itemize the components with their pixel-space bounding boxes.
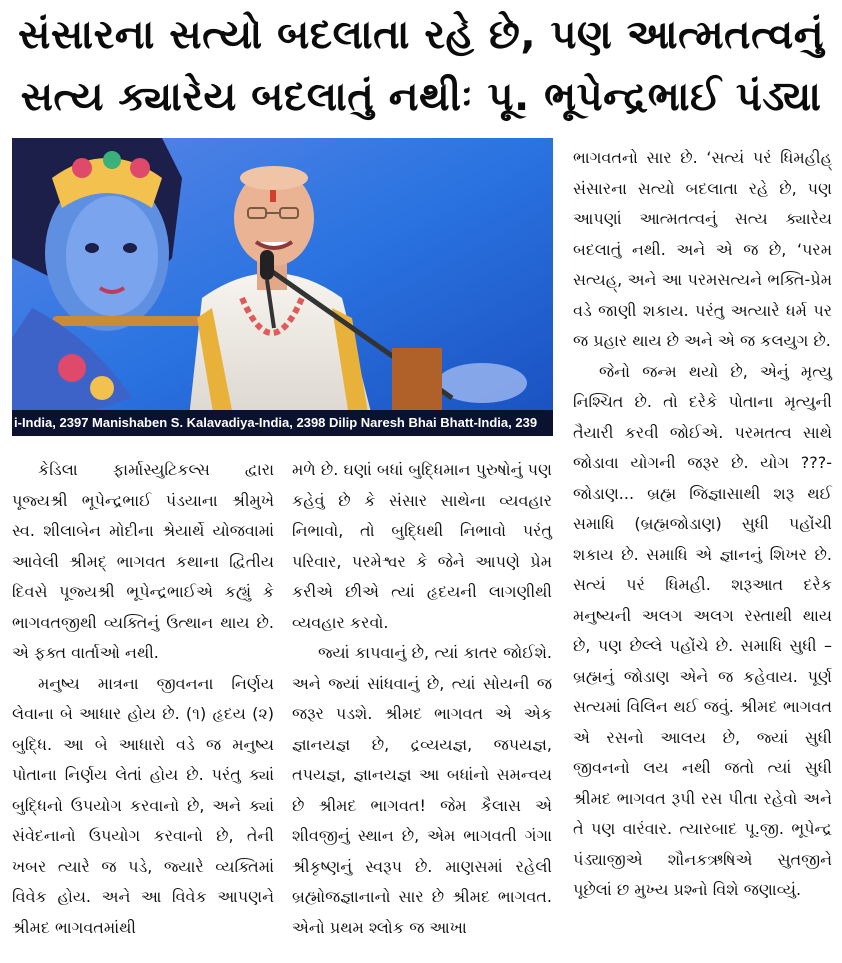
speaker-scene-illustration [12,138,553,436]
headline [0,4,842,128]
article-paragraph: મળે છે. ઘણાં બધાં બુદ્ધિમાન પુરુષોનું પણ કહેવું છે કે સંસાર સાથેના વ્યવહાર નિભાવો, તો બુદ્ધિથી નિભાવો પરંતુ પરિવાર, પરમેશ્વર કે જેને આપણે પ્રેમ કરીએ છીએ ત્યાં હૃદયની લાગણીથી વ્યવહાર કરવો. [292,460,552,632]
article-paragraph: ભાગવતનો સાર છે. ‘સત્યં પરં ધિમહીહ્ સંસારના સત્યો બદલાતા રહે છે, પણ આપણાં આત્મતત્વનું સત્ય ક્યારેય બદલાતું નથી. અને એ જ છે, ‘પરમ સત્યહ્, અને આ પરમસત્યને ભક્તિ-પ્રેમ વડે જાણી શકાય. પરંતુ અત્યારે ધર્મ પર જ પ્રહાર થાય છે અને એ જ કલયુગ છે. [573,148,832,350]
article-paragraph: મનુષ્ય માત્રના જીવનના નિર્ણય લેવાના બે આધાર હોય છે. (૧) હૃદય (૨) બુદ્ધિ. આ બે આધારો વડે જ મનુષ્ય પોતાના નિર્ણય લેતાં હોય છે. પરંતુ ક્યાં બુદ્ધિનો ઉપયોગ કરવાનો છે, અને ક્યાં સંવેદનાનો ઉપયોગ કરવાનો છે, તેની ખબર ત્યારે જ પડે, જ્યારે વ્યક્તિમાં વિવેક હોય. અને આ વિવેક આપણને શ્રીમદ ભાગવતમાંથી [12,673,274,937]
article-column-right [573,143,832,906]
news-ticker: i-India, 2397 Manishaben S. Kalavadiya-India, 2398 Dilip Naresh Bhai Bhatt-India, 239 [12,410,553,436]
headline-line-1: સંસારના સત્યો બદલાતા રહે છે, પણ આત્મતત્વનું [17,12,825,58]
lectern [392,348,442,418]
article-paragraph: કેડિલા ફાર્માસ્યુટિકલ્સ દ્વારા પૂજ્યશ્રી ભૂપેન્દ્રભાઈ પંડયાના શ્રીમુખે સ્વ. શીલાબેન મોદીના શ્રેયાર્થે યોજવામાં આવેલી શ્રીમદ્‌ ભાગવત કથાના દ્વિતીય દિવસે પૂજ્યશ્રી ભૂપેન્દ્રભાઈએ કહ્યું કે ભાગવતજીથી વ્યક્તિનું ઉત્થાન થાય છે. એ ફક્ત વાર્તાઓ નથી. [12,460,274,662]
headline-line-2: સત્ય ક્યારેય બદલાતું નથીઃ પૂ. ભૂપેન્દ્રભાઈ પંડ્યા [20,74,822,120]
article-column-left [12,455,274,943]
article-photo [12,138,553,436]
article-paragraph: જ્યાં કાપવાનું છે, ત્યાં કાતર જોઈશે. અને જ્યાં સાંધવાનું છે, ત્યાં સોયની જ જરૂર પડશે. શ્રીમદ ભાગવત એ એક જ્ઞાનયજ્ઞ છે, દ્રવ્યયજ્ઞ, જપયજ્ઞ, તપયજ્ઞ, જ્ઞાનયજ્ઞ આ બધાંનો સમન્વય છે શ્રીમદ ભાગવત! જેમ કૈલાસ એ શીવજીનું સ્થાન છે, એમ ભાગવતી ગંગા શ્રીકૃષ્ણનું સ્વરૂપ છે. માણસમાં રહેલી બ્રહ્મોજજ્ઞાનાનો સાર છે શ્રીમદ ભાગવત. એનો પ્રથમ શ્લોક જ આખા [292,643,552,937]
article-column-middle [292,455,552,943]
article-paragraph: જેનો જન્મ થયો છે, એનું મૃત્યુ નિશ્ચિત છે. તો દરેકે પોતાના મૃત્યુની તૈયારી કરવી જોઈએ. પરમતત્વ સાથે જોડાવા યોગની જરૂર છે. યોગ ???- જોડાણ... બ્રહ્મ જિજ્ઞાસાથી શરૂ થઈ સમાધિ (બ્રહ્મજોડાણ) સુધી પહોંચી શકાય છે. સમાધિ એ જ્ઞાનનું શિખર છે. સત્યં પરં ધિમહી. શરૂઆત દરેક મનુષ્યની અલગ અલગ રસ્તાથી થાય છે, પણ છેલ્લે પહોંચે છે. સમાધિ સુધી –બ્રહ્મનું જોડાણ એને જ કહેવાય. પૂર્ણ સત્યમાં વિલિન થઈ જવું. શ્રીમદ ભાગવત એ રસનો આલય છે, જ્યાં સુધી જીવનનો લય નથી જતો ત્યાં સુધી શ્રીમદ ભાગવત રૂપી રસ પીતા રહેવો અને તે પણ વારંવાર. ત્યારબાદ પૂ.જી. ભૂપેન્દ્ર પંડ્યાજીએ શૌનકઋષિએ સુતજીને પૂછેલાં છ મુખ્ય પ્રશ્નો વિશે જણાવ્યું. [573,361,832,899]
